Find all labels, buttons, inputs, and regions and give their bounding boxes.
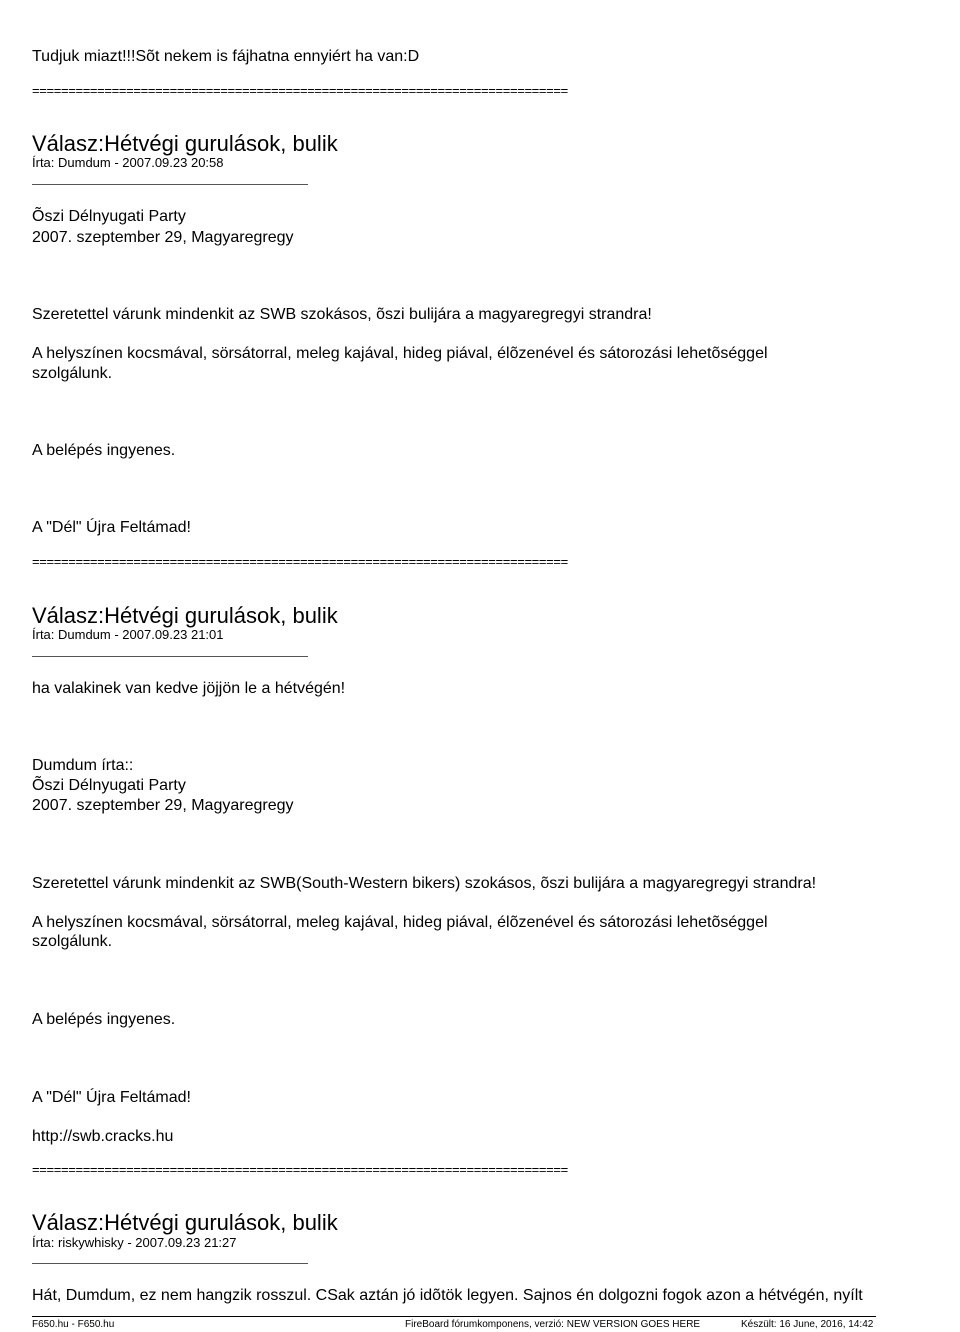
post-title: Válasz:Hétvégi gurulások, bulik <box>32 131 338 156</box>
post-line: A "Dél" Újra Feltámad! <box>32 519 191 536</box>
post-line: A helyszínen kocsmával, sörsátorral, meleg kajával, hideg piával, élõzenével és sátorozási lehetõséggel <box>32 914 768 931</box>
post-line: 2007. szeptember 29, Magyaregregy <box>32 797 294 814</box>
post-divider <box>32 1263 308 1264</box>
post-line: A belépés ingyenes. <box>32 1011 176 1028</box>
post-title: Válasz:Hétvégi gurulások, bulik <box>32 603 338 628</box>
footer-right: Készült: 16 June, 2016, 14:42 <box>741 1319 874 1330</box>
post-line: 2007. szeptember 29, Magyaregregy <box>32 229 294 246</box>
quote-author: Dumdum írta:: <box>32 757 134 774</box>
post-line: Õszi Délnyugati Party <box>32 777 186 794</box>
post-link[interactable]: http://swb.cracks.hu <box>32 1128 174 1145</box>
post-line: Szeretettel várunk mindenkit az SWB(South-Western bikers) szokásos, õszi bulijára a magyaregregyi strandra! <box>32 875 817 892</box>
post-line: A "Dél" Újra Feltámad! <box>32 1089 191 1106</box>
separator: ========================================================================== <box>32 83 568 98</box>
post-line: A belépés ingyenes. <box>32 442 176 459</box>
post-line: Hát, Dumdum, ez nem hangzik rosszul. CSak aztán jó idõtök legyen. Sajnos én dolgozni fogok azon a hétvégén, nyílt <box>32 1287 863 1304</box>
footer-divider <box>32 1316 876 1317</box>
post-meta: Írta: Dumdum - 2007.09.23 20:58 <box>32 155 224 170</box>
post-meta: Írta: riskywhisky - 2007.09.23 21:27 <box>32 1235 237 1250</box>
separator: ========================================================================== <box>32 1162 568 1177</box>
post-line: szolgálunk. <box>32 365 113 382</box>
post-line: Õszi Délnyugati Party <box>32 208 186 225</box>
footer-center: FireBoard fórumkomponens, verzió: NEW VERSION GOES HERE <box>405 1319 701 1330</box>
post-line: szolgálunk. <box>32 933 113 950</box>
post-meta: Írta: Dumdum - 2007.09.23 21:01 <box>32 627 224 642</box>
post-divider <box>32 184 308 185</box>
footer-left: F650.hu - F650.hu <box>32 1319 115 1330</box>
separator: ========================================================================== <box>32 554 568 569</box>
post-line: A helyszínen kocsmával, sörsátorral, meleg kajával, hideg piával, élõzenével és sátorozási lehetõséggel <box>32 345 768 362</box>
post-divider <box>32 656 308 657</box>
post-title: Válasz:Hétvégi gurulások, bulik <box>32 1210 338 1235</box>
intro-text: Tudjuk miazt!!!Sõt nekem is fájhatna ennyiért ha van:D <box>32 48 420 65</box>
post-line: ha valakinek van kedve jöjjön le a hétvégén! <box>32 680 346 697</box>
post-line: Szeretettel várunk mindenkit az SWB szokásos, õszi bulijára a magyaregregyi strandra! <box>32 306 652 323</box>
